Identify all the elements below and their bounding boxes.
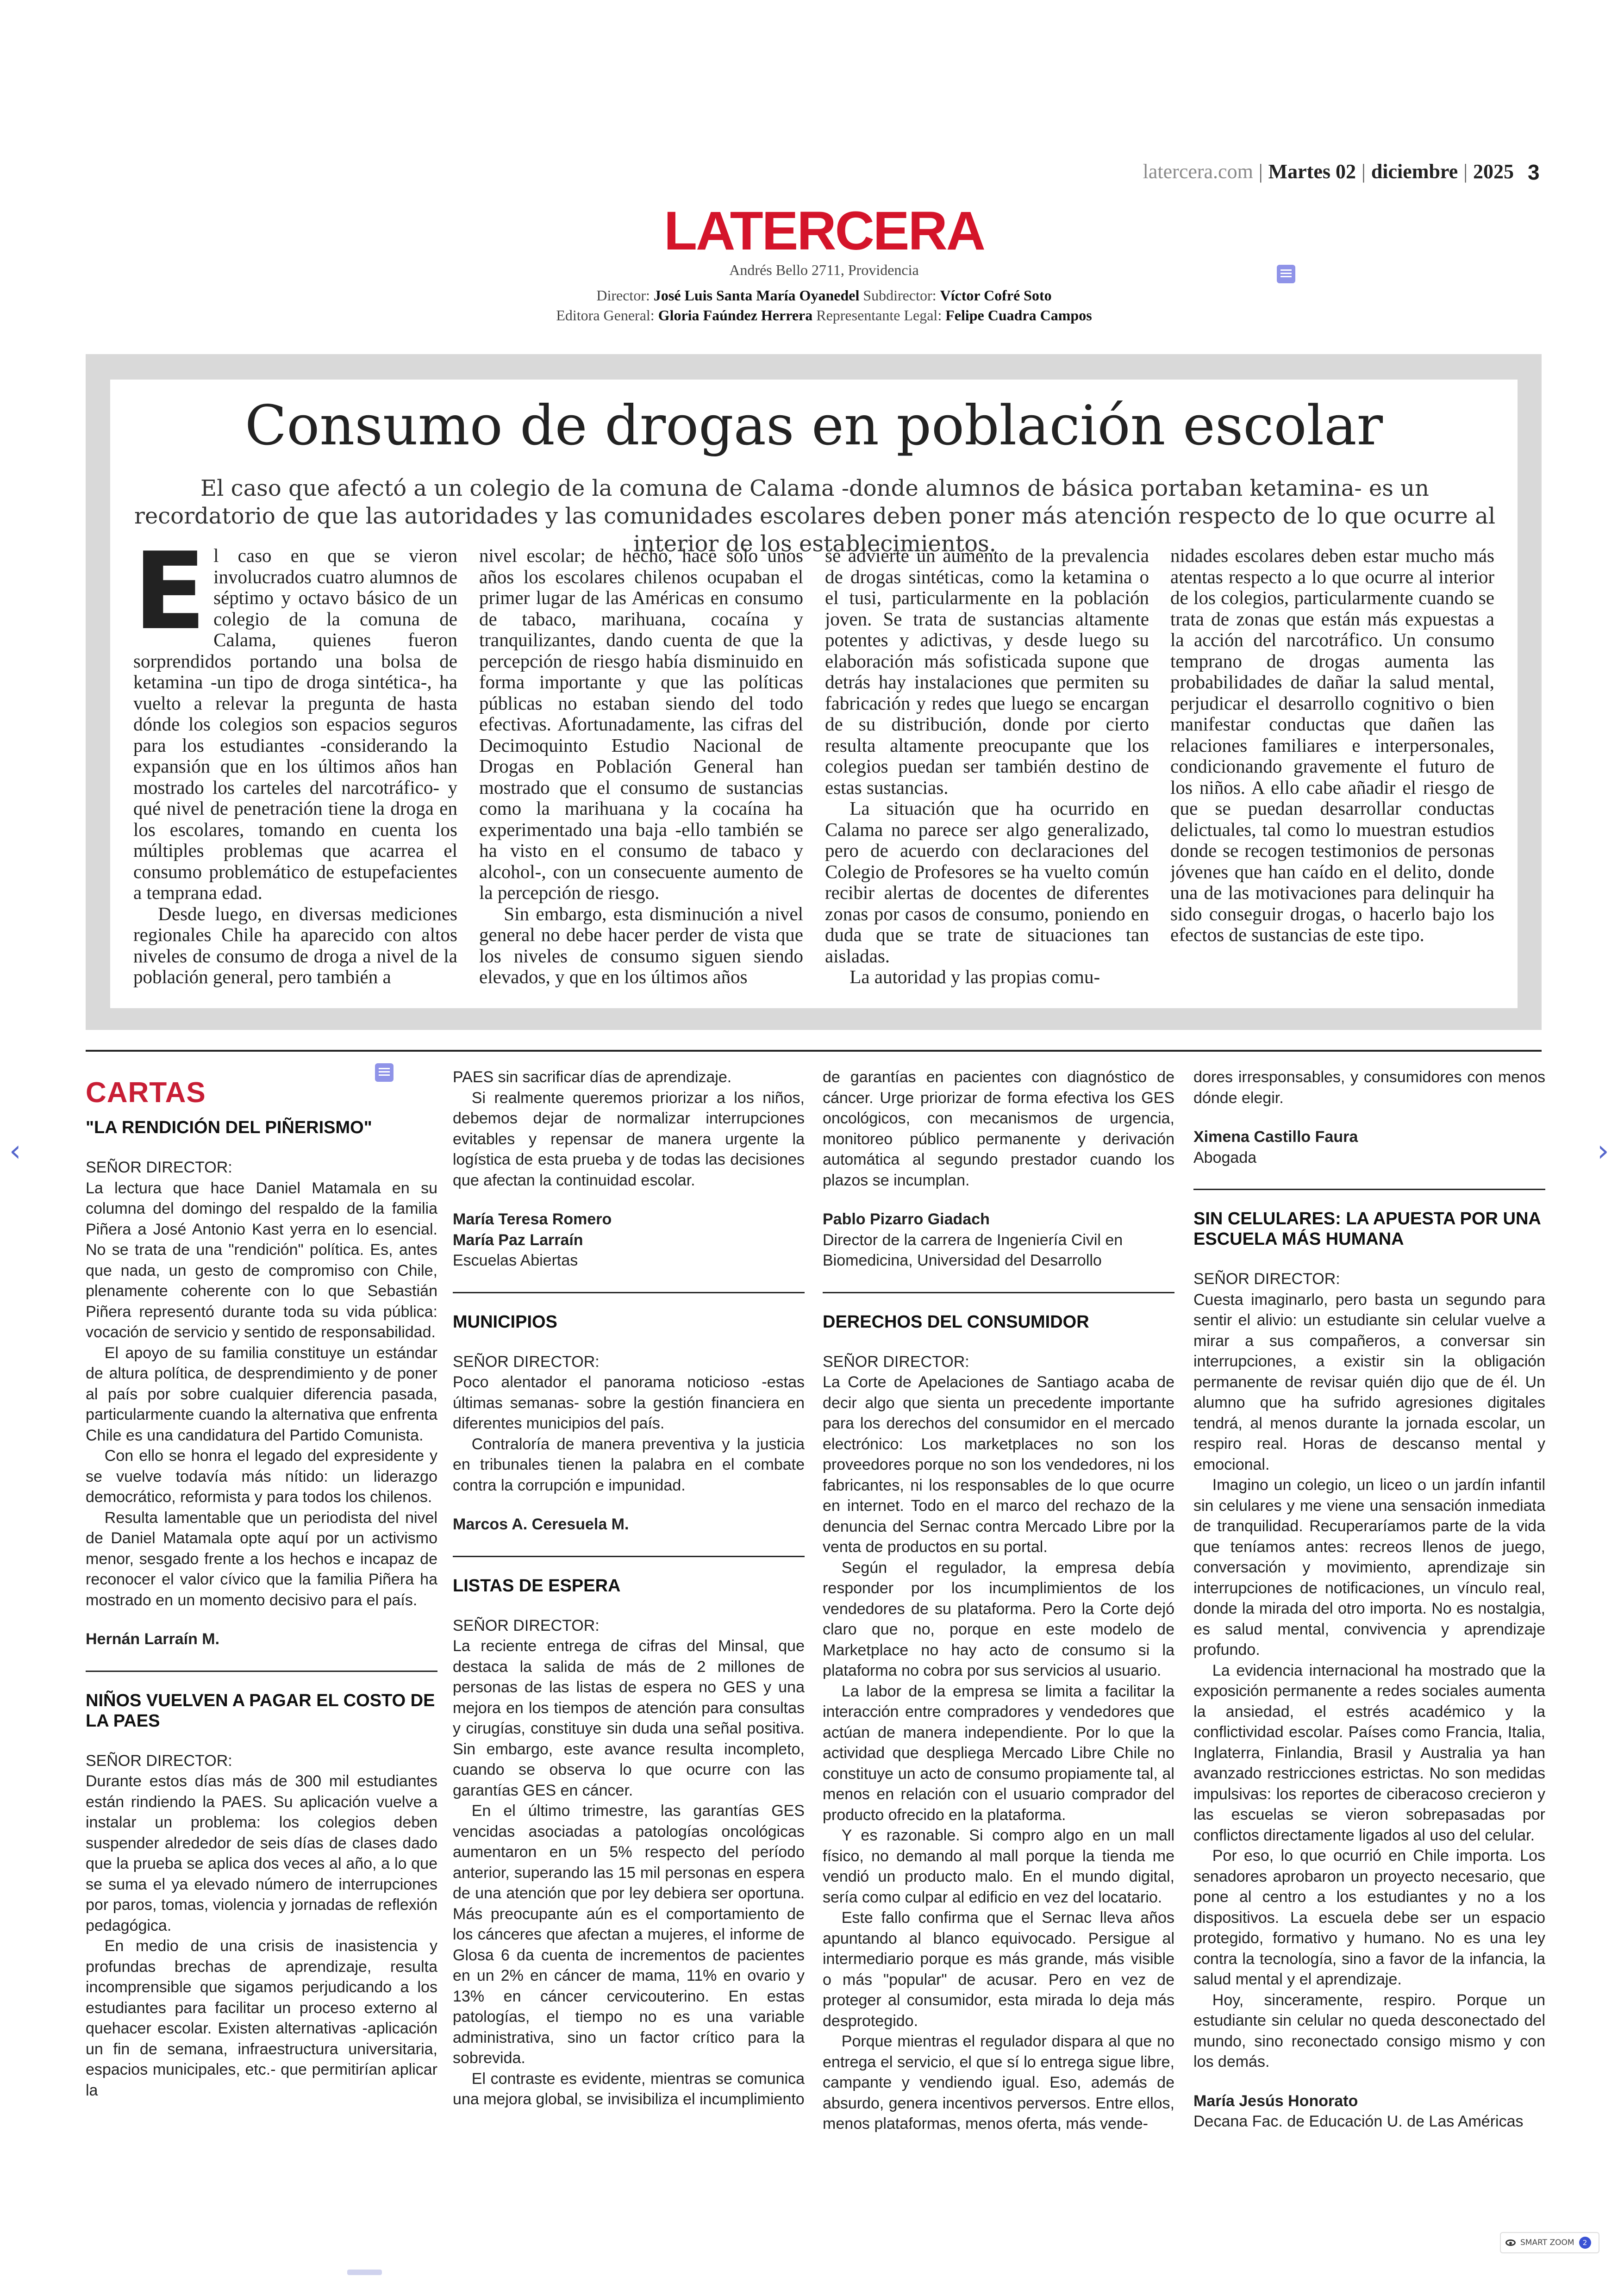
letters-column-1 — [86, 1067, 437, 2159]
signature-name: Marcos A. Ceresuela M. — [453, 1515, 629, 1533]
letter-paragraph: Con ello se honra el legado del expresidente y se vuelve todavía más nítido: un liderazgo democrático, reformista y para todos los chilenos. — [86, 1447, 437, 1506]
letter-divider — [86, 1671, 437, 1672]
letter-paragraph: Imagino un colegio, un liceo o un jardín infantil sin celulares y me viene una sensación inmediata de tranquilidad. Recuperaríamos parte de la vida que teníamos antes: recreos llenos de juego, conversación y movimiento, aprendizaje sin interrupciones de notificaciones, un vínculo real, donde la mirada del otro importa. No es nostalgia, es salud mental, convivencia y aprendizaje profundo. — [1193, 1476, 1545, 1659]
editorial-paragraph: La autoridad y las propias comu- — [849, 966, 1100, 987]
letter-paragraph: Resulta lamentable que un periodista del nivel de Daniel Matamala opte aquí por un activismo menor, sesgado frente a los hechos e incapaz de reconocer el valor cívico que la familia Piñera ha mostrado en un momento decisivo para el país. — [86, 1509, 437, 1609]
editorial-column-3 — [825, 545, 1149, 1004]
letter-paragraph: Cuesta imaginarlo, pero basta un segundo para sentir el alivio: un estudiante sin celular vuelve a mirar a sus compañeros, a conversar sin interrupciones, a existir sin la obligación permanente de revisar quién dijo que de él. Un alumno que ha sufrido agresiones digitales tendrá, al menos durante la jornada escolar, un respiro real. Horas de descanso mental y emocional. — [1193, 1291, 1545, 1473]
letters-column-3 — [823, 1067, 1174, 2159]
letter-paragraph: El apoyo de su familia constituye un estándar de altura política, de desprendimiento y de poner al país por sobre cualquier diferencia pasada, particularmente cuando la alternativa que enfrenta Chile es una candidatura del Partido Comunista. — [86, 1344, 437, 1444]
editorial-dropcap: E — [133, 545, 206, 654]
signature-name: María Jesús Honorato — [1193, 2092, 1358, 2110]
letter-paragraph: La lectura que hace Daniel Matamala en su columna del domingo del respaldo de la familia Piñera a José Antonio Kast yerra en lo esencial. No se trata de una "rendición" política. Es, antes que nada, un gesto de compromiso con Chile, plenamente coherente con lo que Sebastián Piñera representó durante toda su vida pública: vocación de servicio y sentido de responsabilidad. — [86, 1179, 437, 1341]
signature-affiliation: Decana Fac. de Educación U. de Las Américas — [1193, 2113, 1524, 2130]
letter-paragraph: Si realmente queremos priorizar a los niños, debemos dejar de normalizar interrupciones evitables y repensar de manera urgente la logística de esta prueba y de todas las decisiones que afectan la continuidad escolar. — [453, 1089, 805, 1189]
letter-paragraph: Poco alentador el panorama noticioso -estas últimas semanas- sobre la gestión financiera en diferentes municipios del país. — [453, 1373, 805, 1432]
letter-signature — [86, 1629, 437, 1650]
site-name: latercera.com — [1143, 160, 1253, 183]
letter-divider — [1193, 1189, 1545, 1190]
signature-affiliation: Director de la carrera de Ingeniería Civil en Biomedicina, Universidad del Desarrollo — [823, 1231, 1123, 1269]
page-header-meta — [1097, 160, 1514, 192]
staff-line-editors — [417, 307, 1231, 324]
letter-paragraph: La reciente entrega de cifras del Minsal, que destaca la salida de más de 2 millones de personas de las listas de espera no GES y una mejora en los tiempos de atención para consultas y cirugías, constituye sin duda una señal positiva. Sin embargo, este avance resulta incompleto, cuando se observa lo que ocurre con las garantías GES en cáncer. — [453, 1637, 805, 1799]
letter-divider — [453, 1556, 805, 1557]
subdirector-label: Subdirector: — [863, 287, 937, 304]
header-month: diciembre — [1371, 160, 1458, 183]
editorial-column-2 — [479, 545, 803, 1004]
page-scrollbar[interactable] — [347, 2270, 382, 2275]
letter-title: LISTAS DE ESPERA — [453, 1576, 621, 1596]
staff-line-directors — [417, 287, 1231, 304]
next-page-arrow-icon[interactable]: › — [1597, 1134, 1609, 1168]
letter-title: NIÑOS VUELVEN A PAGAR EL COSTO DE LA PAES — [86, 1690, 435, 1731]
director-name: José Luis Santa María Oyanedel — [653, 287, 860, 304]
editorial-paragraph: Sin embargo, esta disminución a nivel general no debe hacer perder de vista que los niveles de consumo siguen siendo elevados, y que en los últimos años — [479, 903, 803, 987]
editor-name: Gloria Faúndez Herrera — [658, 307, 813, 324]
smart-zoom-button[interactable] — [1500, 2232, 1599, 2253]
newspaper-logo: LATERCERA — [664, 200, 984, 262]
header-separator: | — [1463, 160, 1468, 183]
editorial-paragraph: l caso en que se vieron involucrados cuatro alumnos de séptimo y octavo básico de un colegio de la comuna de Calama, quienes fueron sorprendidos portando una bolsa de ketamina -un tipo de droga sintética-, ha vuelto a relevar la pregunta de hasta dónde los colegios son espacios seguros para los estudiantes -considerando la expansión que en los últimos años han mostrado los carteles del narcotráfico- y qué nivel de penetración tiene la droga en los escolares, tomando en cuenta los múltiples problemas que acarrea el consumo problemático de estupefacientes a temprana edad. — [133, 545, 457, 903]
letter-paragraph: La labor de la empresa se limita a facilitar la interacción entre compradores y vendedores que actúan de manera independiente. Por lo que la actividad que despliega Mercado Libre Chile no constituye un acto de consumo propiamente tal, al menos en relación con el usuario comprador del producto ofrecido en la plataforma. — [823, 1682, 1174, 1824]
letter-signature — [1193, 2091, 1545, 2132]
letter-signature — [453, 1209, 805, 1271]
letter-title: SIN CELULARES: LA APUESTA POR UNA ESCUELA MÁS HUMANA — [1193, 1209, 1541, 1249]
letter-paragraph: PAES sin sacrificar días de aprendizaje. — [453, 1068, 732, 1086]
letter-title: "LA RENDICIÓN DEL PIÑERISMO" — [86, 1118, 372, 1137]
letter-paragraph: Contraloría de manera preventiva y la justicia en tribunales tienen la palabra en el combate contra la corrupción e impunidad. — [453, 1435, 805, 1494]
signature-affiliation: Escuelas Abiertas — [453, 1252, 578, 1269]
signature-affiliation: Abogada — [1193, 1148, 1257, 1166]
header-year: 2025 — [1473, 160, 1514, 183]
letter-paragraph: En el último trimestre, las garantías GES vencidas asociadas a patologías oncológicas aumentaron en un 5% respecto del período anterior, superando las 15 mil personas en espera de una atención que por ley debiera ser oportuna. Más preocupante aún es el comportamiento de los cánceres que afectan a mujeres, el informe de Glosa 6 da cuenta de incrementos de pacientes en un 2% en cáncer de mama, 11% en ovario y 13% en cáncer cervicouterino. En estas patologías, el tiempo no es una variable administrativa, sino un factor crítico para la sobrevida. — [453, 1802, 805, 2067]
signature-name: María Teresa Romero — [453, 1210, 612, 1228]
editorial-column-4 — [1170, 545, 1494, 1004]
editorial-lead: El caso que afectó a un colegio de la comuna de Calama -donde alumnos de básica portaban ketamina- es un recordatorio de que las autoridades y las comunidades escolares deben poner más atención respecto de lo que ocurre al interior de los establecimientos. — [134, 475, 1496, 557]
section-divider — [86, 1050, 1542, 1052]
letter-paragraph: Este fallo confirma que el Sernac lleva años apuntando al blanco equivocado. Persigue al intermediario porque es más grande, más visible o más "popular" de acusar. Pero en vez de proteger al consumidor, esta mirada lo deja más desprotegido. — [823, 1909, 1174, 2030]
director-label: Director: — [596, 287, 650, 304]
letters-column-4 — [1193, 1067, 1545, 2159]
header-separator: | — [1362, 160, 1366, 183]
letter-divider — [823, 1292, 1174, 1293]
page-number: 3 — [1528, 160, 1540, 184]
letter-paragraph: Según el regulador, la empresa debía responder por los incumplimientos de los vendedores de su plataforma. Pero la Corte dejó claro que no, porque en este modelo de Marketplace no hay acto de consumo si la plataforma no cobra por sus servicios al usuario. — [823, 1559, 1174, 1679]
letter-signature — [1193, 1127, 1545, 1168]
editorial-column-1 — [133, 545, 457, 1004]
letter-paragraph: Hoy, sinceramente, respiro. Porque un estudiante sin celular no queda desconectado del mundo, sino reconectado consigo mismo y con los demás. — [1193, 1991, 1545, 2070]
header-day: Martes 02 — [1268, 160, 1356, 183]
letter-signature — [823, 1209, 1174, 1271]
previous-page-arrow-icon[interactable]: ‹ — [9, 1134, 21, 1168]
letter-paragraph: Durante estos días más de 300 mil estudiantes están rindiendo la PAES. Su aplicación vuelve a instalar un problema: los colegios deben suspender alrededor de seis días de clases dado que la prueba se aplica dos veces al año, a lo que se suma el ya elevado número de interrupciones por paros, tomas, violencia y jornadas de reflexión pedagógica. — [86, 1772, 437, 1934]
letter-salutation: SEÑOR DIRECTOR: — [86, 1159, 232, 1176]
letter-paragraph: Y es razonable. Si compro algo en un mall físico, no demando al mall porque la tienda me vendió un producto malo. En el mundo digital, sería como culpar al edificio en vez del locatario. — [823, 1827, 1174, 1906]
signature-name: María Paz Larraín — [453, 1231, 583, 1249]
signature-name: Hernán Larraín M. — [86, 1630, 220, 1648]
editorial-paragraph: La situación que ha ocurrido en Calama no parece ser algo generalizado, pero de acuerdo con declaraciones del Colegio de Profesores se ha vuelto común recibir alertas de docentes de diferentes zonas por casos de consumo, poniendo en duda que se trate de situaciones tan aisladas. — [825, 798, 1149, 967]
letter-paragraph: Porque mientras el regulador dispara al que no entrega el servicio, el que sí lo entrega sigue libre, campante y vendiendo igual. Eso, además de absurdo, genera incentivos perversos. Entre ellos, menos plataformas, menos oferta, más vende- — [823, 2033, 1174, 2133]
letter-paragraph: La Corte de Apelaciones de Santiago acaba de decir algo que sienta un precedente importante para los derechos del consumidor en el mercado electrónico: Los marketplaces no son los proveedores porque no son los vendedores, ni los fabricantes, ni los responsables de lo que ocurre en internet. Todo en el marco del rechazo de la denuncia del Sernac contra Mercado Libre por la venta de productos en su portal. — [823, 1373, 1174, 1556]
editorial-paragraph: nidades escolares deben estar mucho más atentas respecto a lo que ocurre al interior de los colegios, particularmente cuando se trata de zonas que están más expuestas a la acción del narcotráfico. Un consumo temprano de drogas aumenta las probabilidades de dañar la salud mental, perjudicar el desarrollo cognitivo o bien manifestar conductas que dañen las relaciones familiares e interpersonales, condicionando gravemente el futuro de los niños. A ello cabe añadir el riesgo de que se puedan desarrollar conductas delictuales, tal como lo muestran estudios donde se recogen testimonios de personas jóvenes que han caído en el delito, donde una de las motivaciones para delinquir ha sido conseguir drogas, o hacerlo bajo los efectos de sustancias de este tipo. — [1170, 545, 1494, 945]
letter-paragraph: dores irresponsables, y consumidores con menos dónde elegir. — [1193, 1068, 1545, 1107]
article-note-icon[interactable] — [1277, 265, 1295, 283]
signature-name: Ximena Castillo Faura — [1193, 1128, 1358, 1146]
smart-zoom-badge: 2 — [1579, 2237, 1591, 2249]
letter-paragraph: de garantías en pacientes con diagnóstico de cáncer. Urge priorizar de forma efectiva los GES oncológicos, con mecanismos de urgencia, monitoreo público permanente y derivación automática al segundo prestador cuando los plazos se incumplan. — [823, 1068, 1174, 1189]
letter-paragraph: En medio de una crisis de inasistencia y profundas brechas de aprendizaje, resulta incomprensible que sigamos perjudicando a los estudiantes para facilitar un proceso externo al quehacer escolar. Existen alternativas -aplicación un fin de semana, infraestructura universitaria, espacios municipales, etc.- que permitirían aplicar la — [86, 1937, 437, 2099]
letters-column-2 — [453, 1067, 805, 2159]
letter-salutation: SEÑOR DIRECTOR: — [86, 1752, 232, 1770]
letter-paragraph: Por eso, lo que ocurrió en Chile importa. Los senadores aprobaron un proyecto necesario, que pone al centro a los estudiantes y no a los dispositivos. La escuela debe ser un espacio protegido, formativo y humano. No es una ley contra la tecnología, sino a favor de la infancia, la salud mental y el aprendizaje. — [1193, 1847, 1545, 1988]
letter-salutation: SEÑOR DIRECTOR: — [453, 1616, 600, 1634]
letter-signature — [453, 1514, 805, 1535]
subdirector-name: Víctor Cofré Soto — [940, 287, 1052, 304]
legal-rep-label: Representante Legal: — [816, 307, 942, 324]
letters-section-title: CARTAS — [86, 1077, 206, 1109]
letter-paragraph: La evidencia internacional ha mostrado que la exposición permanente a redes sociales aumenta la ansiedad, el estrés académico y la conflictividad escolar. Países como Francia, Italia, Inglaterra, Finlandia, Brasil y Australia ya han avanzado restricciones estrictas. No son medidas impulsivas: los reportes de ciberacoso crecieron y las escuelas se vieron sobrepasadas por conflictos directamente ligados al uso del celular. — [1193, 1661, 1545, 1844]
letter-salutation: SEÑOR DIRECTOR: — [1193, 1270, 1340, 1288]
newspaper-address: Andrés Bello 2711, Providencia — [729, 262, 919, 278]
editorial-paragraph: Desde luego, en diversas mediciones regionales Chile ha aparecido con altos niveles de consumo de droga a nivel de la población general, pero también a — [133, 903, 457, 987]
letter-title: DERECHOS DEL CONSUMIDOR — [823, 1312, 1089, 1332]
letter-title: MUNICIPIOS — [453, 1312, 557, 1332]
header-separator: | — [1258, 160, 1263, 183]
legal-rep-name: Felipe Cuadra Campos — [945, 307, 1092, 324]
editor-label: Editora General: — [556, 307, 655, 324]
letter-salutation: SEÑOR DIRECTOR: — [823, 1353, 969, 1371]
signature-name: Pablo Pizarro Giadach — [823, 1210, 990, 1228]
smart-zoom-label: SMART ZOOM — [1520, 2238, 1574, 2247]
editorial-paragraph: nivel escolar; de hecho, hace solo unos años los escolares chilenos ocupaban el primer lugar de las Américas en consumo de tabaco, marihuana, cocaína y tranquilizantes, dando cuenta de que la percepción de riesgo había disminuido en forma importante y que las políticas públicas no estaban siendo del todo efectivas. Afortunadamente, las cifras del Decimoquinto Estudio Nacional de Drogas en Población General han mostrado que el consumo de sustancias como la marihuana y la cocaína ha experimentado una baja -ello también se ha visto en el consumo de tabaco y alcohol-, con un consecuente aumento de la percepción de riesgo. — [479, 545, 803, 903]
editorial-paragraph: se advierte un aumento de la prevalencia de drogas sintéticas, como la ketamina o el tusi, particularmente en la población joven. Se trata de sustancias altamente potentes y adictivas, y desde luego su elaboración más sofisticada supone que detrás hay instalaciones que permiten su fabricación y redes que luego se encargan de su distribución, donde por cierto resulta altamente preocupante que los colegios puedan ser también destino de estas sustancias. — [825, 545, 1149, 798]
editorial-title: Consumo de drogas en población escolar — [244, 393, 1383, 457]
letter-paragraph: El contraste es evidente, mientras se comunica una mejora global, se invisibiliza el incumplimiento — [453, 2070, 805, 2108]
letter-divider — [453, 1292, 805, 1293]
letter-salutation: SEÑOR DIRECTOR: — [453, 1353, 600, 1371]
eye-icon — [1505, 2239, 1516, 2246]
